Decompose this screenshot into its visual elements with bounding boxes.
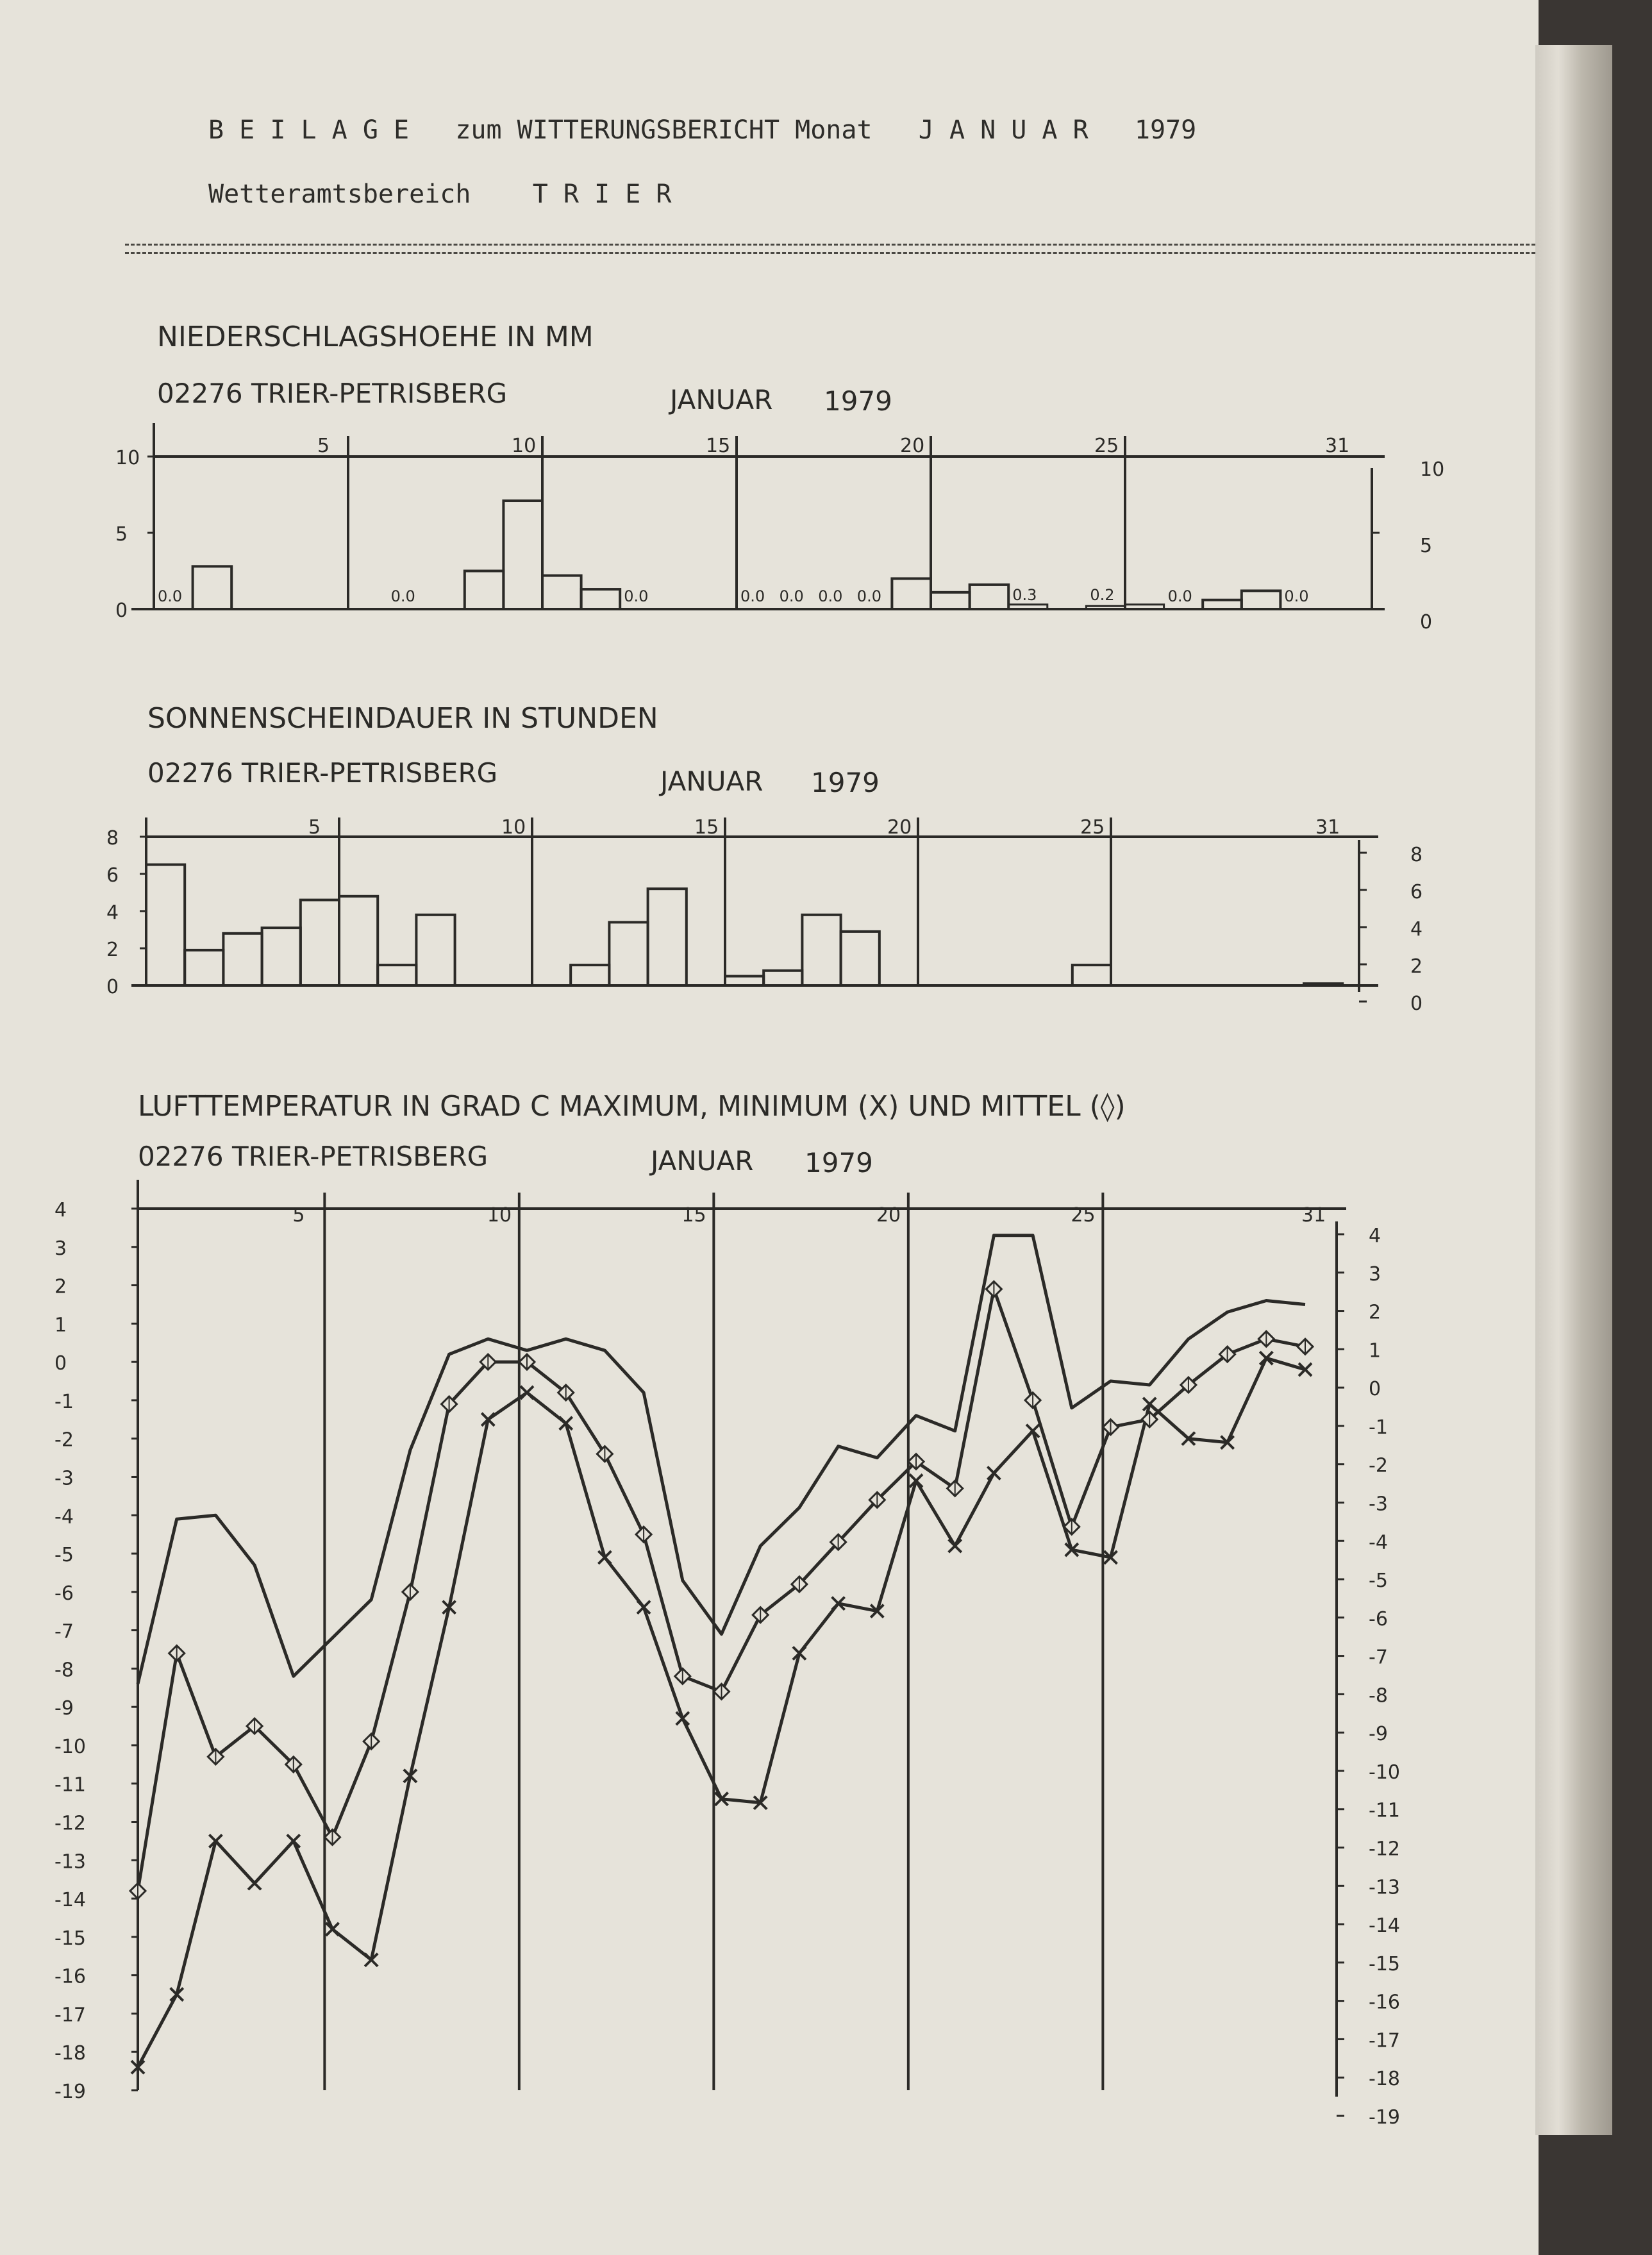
sun-bar	[223, 934, 262, 985]
temp-y-tick-label-left: 4	[54, 1199, 67, 1221]
temp-min-marker	[326, 1923, 339, 1936]
precip-bar	[542, 576, 581, 609]
temp-y-tick-label-left: -2	[54, 1429, 74, 1452]
precip-month: JANUAR	[670, 384, 773, 415]
precip-y-tick-label-left: 5	[115, 523, 128, 546]
temp-y-tick-label-right: 4	[1369, 1225, 1381, 1247]
temp-y-tick-label-left: -11	[54, 1773, 86, 1797]
precip-year: 1979	[824, 385, 892, 417]
sun-station: 02276 TRIER-PETRISBERG	[147, 757, 498, 789]
sun-bar	[648, 889, 687, 985]
precip-small-label: 0.2	[1090, 586, 1115, 604]
precip-bar	[581, 589, 621, 609]
temp-y-tick-label-left: -16	[54, 1965, 86, 1988]
precip-day-tick-label: 20	[900, 435, 925, 457]
precip-y-tick-label-left: 10	[115, 447, 140, 469]
temp-min-marker	[521, 1386, 533, 1399]
sun-year: 1979	[811, 767, 880, 798]
precip-bar	[892, 578, 931, 609]
sun-bar	[609, 922, 647, 985]
precip-y-tick-label-right: 10	[1420, 458, 1445, 481]
temp-day-tick-label: 25	[1071, 1204, 1096, 1227]
sun-bar	[763, 971, 802, 985]
temp-y-tick-label-right: -15	[1369, 1952, 1400, 1975]
temp-y-tick-label-left: -10	[54, 1735, 86, 1758]
sun-y-tick-label-left: 6	[106, 864, 119, 887]
temp-y-tick-label-left: -18	[54, 2042, 86, 2065]
precip-bar	[970, 585, 1009, 609]
sun-y-tick-label-right: 0	[1410, 993, 1423, 1015]
temp-chart	[54, 1180, 1400, 2129]
precip-day-tick-label: 25	[1094, 435, 1119, 457]
precip-day-tick-label: 10	[512, 435, 537, 457]
temp-y-tick-label-right: -9	[1369, 1723, 1388, 1746]
sun-bar	[802, 915, 840, 985]
sun-day-tick-label: 25	[1080, 816, 1105, 839]
temp-y-tick-label-right: -19	[1369, 2106, 1400, 2129]
sun-day-tick-label: 15	[694, 816, 719, 839]
temp-y-tick-label-left: 2	[54, 1275, 67, 1298]
sun-bar	[185, 950, 223, 985]
temp-y-tick-label-left: 0	[54, 1352, 67, 1375]
page-header-title: B E I L A G E zum WITTERUNGSBERICHT Monat J A N U A R 1979	[208, 115, 1197, 145]
precip-zero-label: 0.0	[624, 587, 649, 605]
temp-y-tick-label-left: -14	[54, 1889, 86, 1912]
temp-y-tick-label-right: -13	[1369, 1876, 1400, 1899]
precip-y-tick-label-left: 0	[115, 599, 128, 622]
temp-min-marker	[248, 1877, 261, 1890]
sun-y-tick-label-left: 4	[106, 901, 119, 924]
sun-chart	[106, 816, 1423, 1015]
temp-max-line	[138, 1236, 1305, 1684]
temp-y-tick-label-right: -11	[1369, 1799, 1400, 1822]
temp-day-tick-label: 31	[1301, 1204, 1326, 1227]
temp-y-tick-label-left: -4	[54, 1505, 74, 1529]
sun-month: JANUAR	[660, 766, 763, 797]
precip-zero-label: 0.0	[1167, 587, 1192, 605]
sun-bar	[378, 965, 416, 985]
temp-month: JANUAR	[651, 1145, 754, 1177]
precip-chart	[115, 423, 1444, 633]
temp-y-tick-label-right: -12	[1369, 1838, 1400, 1861]
precip-y-tick-label-right: 0	[1420, 611, 1433, 633]
temp-day-tick-label: 15	[681, 1204, 706, 1227]
temp-title: LUFTTEMPERATUR IN GRAD C MAXIMUM, MINIMUM (X) UND MITTEL (◊)	[138, 1090, 1126, 1123]
sun-bar	[339, 896, 378, 985]
sun-bar	[1072, 965, 1111, 985]
temp-y-tick-label-right: -6	[1369, 1607, 1388, 1630]
precip-bar	[193, 566, 232, 609]
temp-day-tick-label: 20	[876, 1204, 901, 1227]
precip-zero-label: 0.0	[818, 587, 843, 605]
sun-y-tick-label-right: 6	[1410, 881, 1423, 903]
precip-day-tick-label: 5	[317, 435, 330, 457]
precip-bar	[1086, 606, 1125, 609]
temp-y-tick-label-right: -2	[1369, 1454, 1388, 1477]
sun-bar	[146, 865, 185, 986]
precip-zero-label: 0.0	[158, 587, 183, 605]
sun-y-tick-label-left: 2	[106, 939, 119, 961]
temp-y-tick-label-left: -3	[54, 1467, 74, 1490]
sun-y-tick-label-left: 0	[106, 976, 119, 998]
sun-y-tick-label-left: 8	[106, 827, 119, 850]
temp-y-tick-label-left: -1	[54, 1390, 74, 1413]
sun-day-tick-label: 31	[1315, 816, 1340, 839]
sun-bar	[571, 965, 609, 985]
sun-y-tick-label-right: 8	[1410, 844, 1423, 866]
temp-y-tick-label-right: -5	[1369, 1570, 1388, 1593]
temp-min-marker	[949, 1539, 962, 1552]
temp-y-tick-label-right: -18	[1369, 2068, 1400, 2091]
temp-y-tick-label-right: 2	[1369, 1301, 1381, 1324]
temp-y-tick-label-left: -5	[54, 1544, 74, 1567]
temp-min-marker	[287, 1834, 300, 1847]
temp-y-tick-label-right: 1	[1369, 1339, 1381, 1362]
sun-bar	[1304, 984, 1342, 985]
temp-y-tick-label-left: -12	[54, 1812, 86, 1835]
temp-y-tick-label-right: -3	[1369, 1493, 1388, 1516]
sun-y-tick-label-right: 4	[1410, 918, 1423, 941]
temp-day-tick-label: 5	[292, 1204, 305, 1227]
precip-zero-label: 0.0	[390, 587, 415, 605]
precip-day-tick-label: 31	[1325, 435, 1350, 457]
temp-y-tick-label-left: -8	[54, 1659, 74, 1682]
precip-y-tick-label-right: 5	[1420, 535, 1433, 557]
temp-y-tick-label-left: -17	[54, 2004, 86, 2027]
precip-small-label: 0.3	[1012, 586, 1037, 604]
temp-y-tick-label-right: -1	[1369, 1416, 1388, 1439]
sun-bar	[416, 915, 455, 985]
precip-zero-label: 0.0	[779, 587, 804, 605]
temp-min-line	[138, 1358, 1305, 2067]
temp-y-tick-label-left: -19	[54, 2081, 86, 2103]
temp-y-tick-label-right: -16	[1369, 1991, 1400, 2014]
temp-y-tick-label-right: -10	[1369, 1761, 1400, 1784]
sun-bar	[301, 900, 339, 985]
temp-day-tick-label: 10	[487, 1204, 512, 1227]
sun-day-tick-label: 10	[501, 816, 526, 839]
sun-bar	[725, 977, 763, 986]
temp-y-tick-label-left: -9	[54, 1697, 74, 1720]
precip-zero-label: 0.0	[740, 587, 765, 605]
precip-title: NIEDERSCHLAGSHOEHE IN MM	[157, 321, 594, 353]
temp-y-tick-label-left: 1	[54, 1314, 67, 1337]
temp-y-tick-label-left: -7	[54, 1620, 74, 1643]
temp-min-marker	[987, 1467, 1000, 1480]
precip-day-tick-label: 15	[706, 435, 731, 457]
temp-station: 02276 TRIER-PETRISBERG	[138, 1141, 488, 1172]
precip-bar	[1242, 591, 1281, 609]
precip-bar	[1125, 605, 1164, 609]
temp-year: 1979	[805, 1147, 873, 1178]
precip-zero-label: 0.0	[856, 587, 881, 605]
temp-y-tick-label-left: 3	[54, 1237, 67, 1260]
temp-y-tick-label-left: -6	[54, 1582, 74, 1605]
precip-bar	[931, 592, 970, 609]
precip-station: 02276 TRIER-PETRISBERG	[157, 378, 508, 409]
sun-y-tick-label-right: 2	[1410, 955, 1423, 978]
temp-y-tick-label-left: -15	[54, 1927, 86, 1950]
sun-title: SONNENSCHEINDAUER IN STUNDEN	[147, 702, 658, 735]
sun-day-tick-label: 5	[308, 816, 321, 839]
precip-bar	[503, 501, 542, 609]
temp-y-tick-label-left: -13	[54, 1850, 86, 1874]
temp-y-tick-label-right: -17	[1369, 2029, 1400, 2052]
precip-bar	[465, 571, 504, 610]
temp-y-tick-label-right: -7	[1369, 1646, 1388, 1669]
temp-y-tick-label-right: -4	[1369, 1531, 1388, 1554]
precip-bar	[1008, 605, 1047, 609]
page-header-office: Wetteramtsbereich T R I E R	[208, 180, 672, 209]
temp-y-tick-label-right: -8	[1369, 1684, 1388, 1707]
sun-bar	[841, 932, 880, 985]
precip-bar	[1203, 600, 1242, 609]
temp-y-tick-label-right: 3	[1369, 1262, 1381, 1286]
precip-zero-label: 0.0	[1284, 587, 1309, 605]
sun-bar	[262, 928, 301, 985]
sun-day-tick-label: 20	[887, 816, 912, 839]
temp-y-tick-label-right: 0	[1369, 1378, 1381, 1401]
temp-y-tick-label-right: -14	[1369, 1915, 1400, 1938]
